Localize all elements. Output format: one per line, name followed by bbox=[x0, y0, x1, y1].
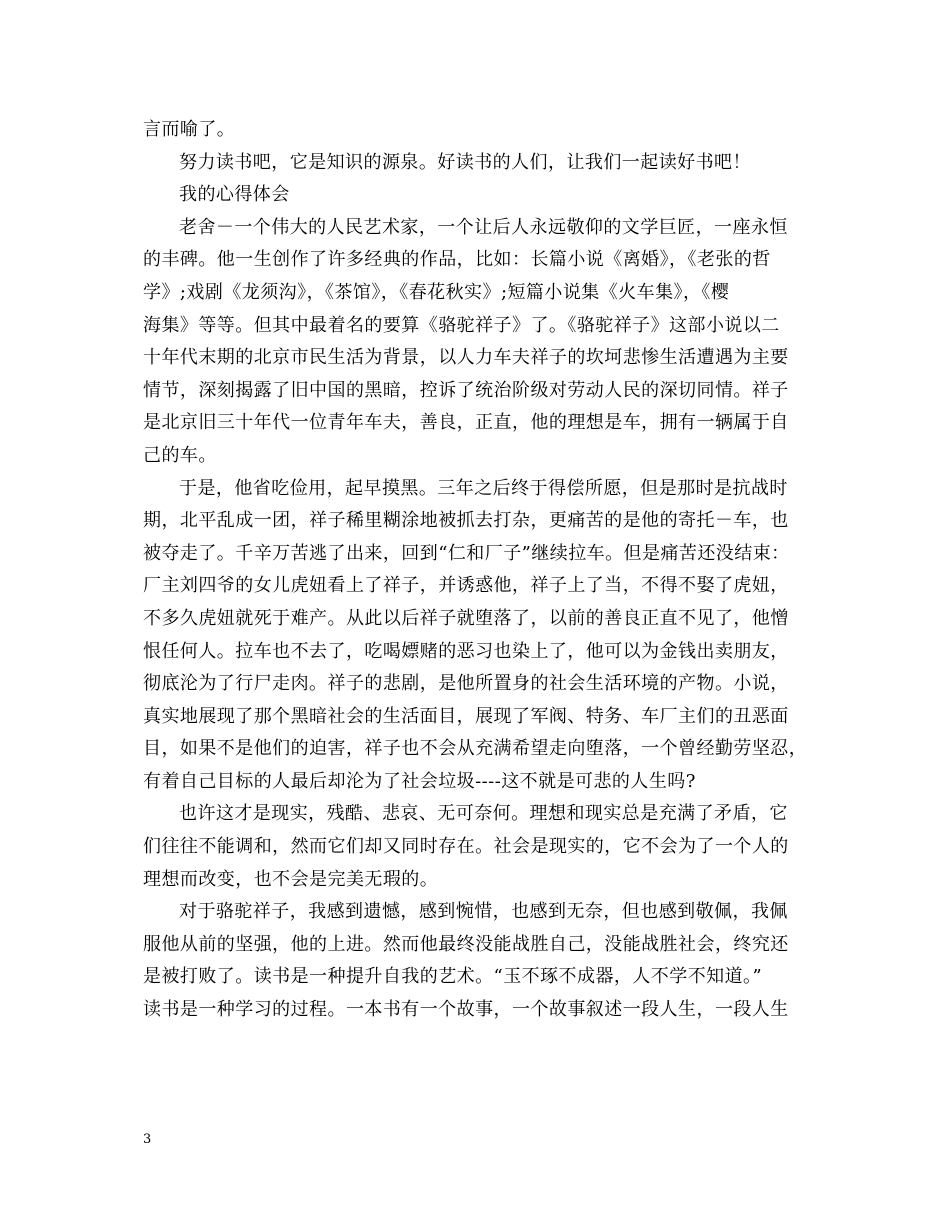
text-line: 们往往不能调和，然而它们却又同时存在。社会是现实的，它不会为了一个人的 bbox=[143, 836, 789, 858]
text-line: 老舍－一个伟大的人民艺术家，一个让后人永远敬仰的文学巨匠，一座永恒 bbox=[179, 216, 788, 238]
text-line: 读书是一种学习的过程。一本书有一个故事，一个故事叙述一段人生，一段人生 bbox=[143, 999, 789, 1021]
text-line: 对于骆驼祥子，我感到遗憾，感到惋惜，也感到无奈，但也感到敬佩，我佩 bbox=[179, 901, 788, 923]
text-line: 真实地展现了那个黑暗社会的生活面目，展现了军阀、特务、车厂主们的丑恶面 bbox=[143, 705, 789, 727]
text-line: 被夺走了。千辛万苦逃了出来，回到“仁和厂子”继续拉车。但是痛苦还没结束： bbox=[143, 542, 790, 564]
document-body bbox=[143, 114, 827, 1027]
text-line: 是被打败了。读书是一种提升自我的艺术。“玉不琢不成器，人不学不知道。” bbox=[143, 966, 763, 988]
text-line: 期，北平乱成一团，祥子稀里糊涂地被抓去打杂，更痛苦的是他的寄托－车，也 bbox=[143, 510, 789, 532]
text-line: 努力读书吧，它是知识的源泉。好读书的人们，让我们一起读好书吧！ bbox=[179, 151, 751, 173]
text-line: 服他从前的坚强，他的上进。然而他最终没能战胜自己，没能战胜社会，终究还 bbox=[143, 933, 789, 955]
text-line: 学》;戏剧《龙须沟》，《茶馆》，《春花秋实》;短篇小说集《火车集》，《樱 bbox=[143, 281, 730, 303]
text-line: 情节，深刻揭露了旧中国的黑暗，控诉了统治阶级对劳动人民的深切同情。祥子 bbox=[143, 379, 789, 401]
page-number: 3 bbox=[143, 1132, 152, 1147]
text-line: 理想而改变，也不会是完美无瑕的。 bbox=[143, 868, 439, 890]
text-line: 不多久虎妞就死于难产。从此以后祥子就堕落了，以前的善良正直不见了，他憎 bbox=[143, 607, 789, 629]
text-line: 海集》等等。但其中最着名的要算《骆驼祥子》了。《骆驼祥子》这部小说以二 bbox=[143, 314, 780, 336]
text-line: 己的车。 bbox=[143, 444, 217, 466]
text-line: 厂主刘四爷的女儿虎妞看上了祥子，并诱惑他，祥子上了当，不得不娶了虎妞， bbox=[143, 575, 789, 597]
text-line: 十年代末期的北京市民生活为背景，以人力车夫祥子的坎坷悲惨生活遭遇为主要 bbox=[143, 347, 789, 369]
text-line: 彻底沦为了行尸走肉。祥子的悲剧，是他所置身的社会生活环境的产物。小说， bbox=[143, 673, 789, 695]
text-line: 目，如果不是他们的迫害，祥子也不会从充满希望走向堕落，一个曾经勤劳坚忍， bbox=[143, 738, 808, 760]
text-line: 恨任何人。拉车也不去了，吃喝嫖赌的恶习也染上了，他可以为金钱出卖朋友， bbox=[143, 640, 789, 662]
text-line: 我的心得体会 bbox=[179, 184, 290, 206]
text-line: 于是，他省吃俭用，起早摸黑。三年之后终于得偿所愿，但是那时是抗战时 bbox=[179, 477, 788, 499]
text-line: 的丰碑。他一生创作了许多经典的作品，比如：长篇小说《离婚》，《老张的哲 bbox=[143, 249, 771, 271]
text-line: 是北京旧三十年代一位青年车夫，善良，正直，他的理想是车，拥有一辆属于自 bbox=[143, 412, 789, 434]
text-line: 也许这才是现实，残酷、悲哀、无可奈何。理想和现实总是充满了矛盾，它 bbox=[179, 803, 788, 825]
text-line: 有着自己目标的人最后却沦为了社会垃圾----这不就是可悲的人生吗? bbox=[143, 770, 696, 792]
text-line: 言而喻了。 bbox=[143, 119, 236, 140]
